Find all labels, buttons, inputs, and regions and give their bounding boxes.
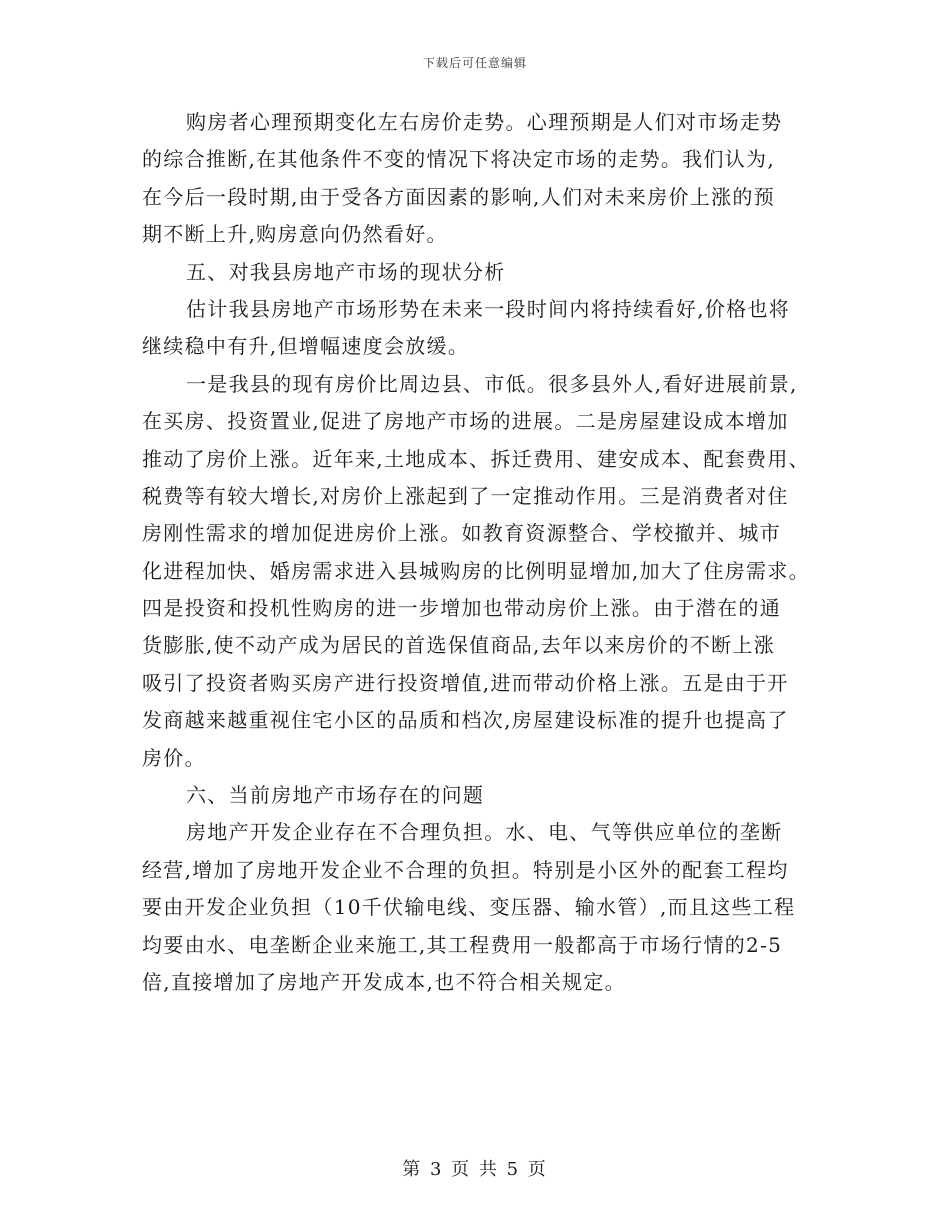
- section-heading-5: 五、对我县房地产市场的现状分析: [186, 259, 506, 284]
- paragraph-line: 的综合推断,在其他条件不变的情况下将决定市场的走势。我们认为,: [142, 147, 776, 172]
- paragraph-line: 税费等有较大增长,对房价上涨起到了一定推动作用。三是消费者对住: [142, 483, 789, 508]
- paragraph-line: 在今后一段时期,由于受各方面因素的影响,人们对未来房价上涨的预: [142, 184, 776, 209]
- paragraph-line: 均要由水、电垄断企业来施工,其工程费用一般都高于市场行情的2-5: [142, 932, 783, 957]
- paragraph-line: 期不断上升,购房意向仍然看好。: [142, 222, 448, 247]
- paragraph-line: 继续稳中有升,但增幅速度会放缓。: [142, 334, 470, 359]
- page-header: 下载后可任意编辑: [422, 56, 527, 70]
- paragraph-line: 吸引了投资者购买房产进行投资增值,进而带动价格上涨。五是由于开: [142, 670, 789, 695]
- paragraph-line: 化进程加快、婚房需求进入县城购房的比例明显增加,加大了住房需求。: [142, 558, 810, 583]
- paragraph-line: 经营,增加了房地开发企业不合理的负担。特别是小区外的配套工程均: [142, 857, 789, 882]
- section-heading-6: 六、当前房地产市场存在的问题: [186, 783, 485, 808]
- paragraph-line: 房刚性需求的增加促进房价上涨。如教育资源整合、学校撤并、城市: [142, 521, 781, 546]
- paragraph-line: 估计我县房地产市场形势在未来一段时间内将持续看好,价格也将: [186, 296, 791, 321]
- paragraph-line: 货膨胀,使不动产成为居民的首选保值商品,去年以来房价的不断上涨: [142, 633, 776, 658]
- paragraph-line: 发商越来越重视住宅小区的品质和档次,房屋建设标准的提升也提高了: [142, 708, 789, 733]
- paragraph-line: 要由开发企业负担（10千伏输电线、变压器、输水管）,而且这些工程: [142, 895, 796, 920]
- paragraph-line: 一是我县的现有房价比周边县、市低。很多县外人,看好进展前景,: [186, 371, 798, 396]
- paragraph-line: 推动了房价上涨。近年来,土地成本、拆迁费用、建安成本、配套费用、: [142, 446, 810, 471]
- paragraph-line: 四是投资和投机性购房的进一步增加也带动房价上涨。由于潜在的通: [142, 596, 781, 621]
- document-body: [142, 104, 810, 1001]
- paragraph-line: 在买房、投资置业,促进了房地产市场的进展。二是房屋建设成本增加: [142, 409, 789, 434]
- paragraph-line: 倍,直接增加了房地产开发成本,也不符合相关规定。: [142, 969, 626, 994]
- paragraph-line: 购房者心理预期变化左右房价走势。心理预期是人们对市场走势: [186, 110, 783, 134]
- paragraph-line: 房地产开发企业存在不合理负担。水、电、气等供应单位的垄断: [186, 820, 783, 845]
- page-number: 第 3 页 共 5 页: [402, 1159, 548, 1180]
- paragraph-line: 房价。: [142, 745, 206, 770]
